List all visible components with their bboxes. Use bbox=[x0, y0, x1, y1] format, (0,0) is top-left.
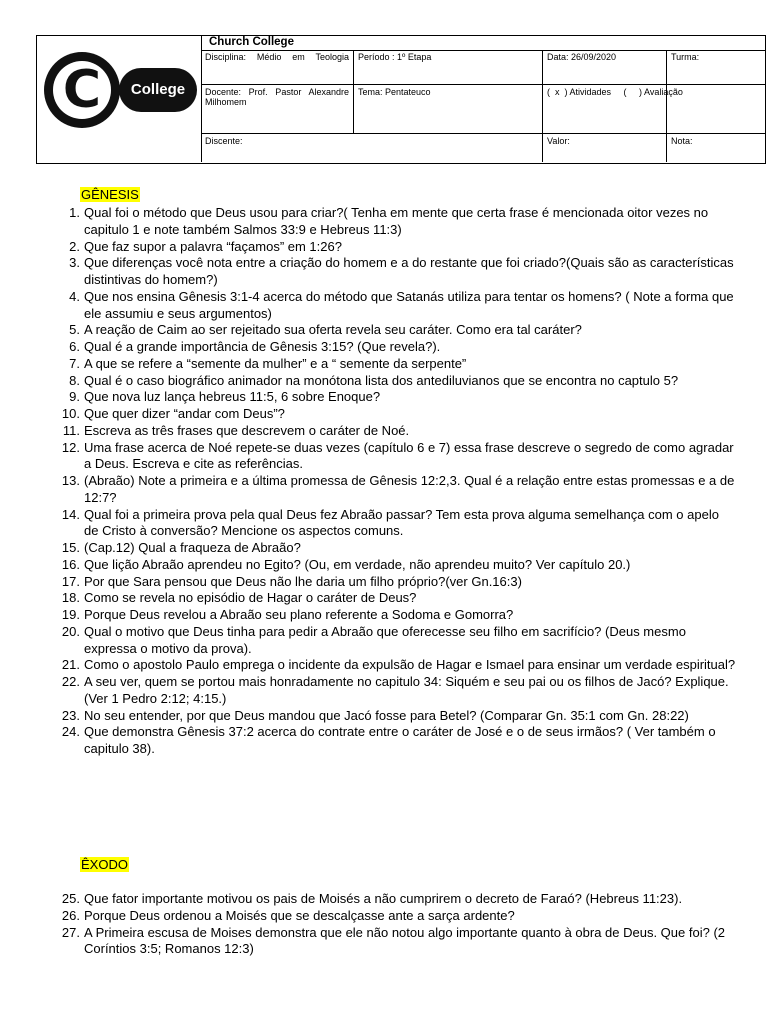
question-text: Qual o motivo que Deus tinha para pedir a Abraão que oferecesse seu filho em sacrifício? (Deus mesmo expressa o motivo da prova). bbox=[84, 623, 686, 656]
periodo-field: Período : 1º Etapa bbox=[358, 52, 432, 62]
question-item bbox=[56, 574, 736, 591]
question-item bbox=[56, 423, 736, 440]
question-text: (Abraão) Note a primeira e a última promessa de Gênesis 12:2,3. Qual é a relação entre estas promessas e a de 12:7? bbox=[84, 473, 735, 505]
question-text: Qual foi o método que Deus usou para criar?( Tenha em mente que certa frase é mencionada oitor vezes no capitulo 1 e note também Salmos 33:9 e Hebreus 11:3) bbox=[84, 205, 709, 237]
question-item bbox=[56, 674, 736, 708]
question-item bbox=[56, 590, 736, 607]
question-text: Porque Deus revelou a Abraão seu plano referente a Sodoma e Gomorra? bbox=[84, 607, 514, 622]
question-number: 20. bbox=[61, 623, 80, 639]
header-table bbox=[36, 35, 766, 164]
question-number: 18. bbox=[61, 590, 80, 606]
question-number: 6. bbox=[69, 339, 80, 354]
question-text: Que fator importante motivou os pais de Moisés a não cumprirem o decreto de Faraó? (Hebreus 11:23). bbox=[84, 891, 683, 906]
question-item bbox=[56, 925, 736, 959]
question-number: 9. bbox=[69, 389, 80, 405]
docente-field: Docente: Prof. Pastor Alexandre Milhomem bbox=[205, 87, 349, 107]
turma-field: Turma: bbox=[671, 52, 700, 62]
question-item bbox=[56, 473, 736, 507]
question-item bbox=[56, 440, 736, 474]
activity-type-checkboxes: ( x ) Atividades ( ) Avaliação bbox=[547, 87, 683, 97]
question-text: Que diferenças você nota entre a criação do homem e a do restante que foi criado?(Quais são as características distintivas do homem?) bbox=[84, 255, 734, 287]
question-item bbox=[56, 255, 736, 289]
nota-field: Nota: bbox=[671, 136, 693, 146]
question-item bbox=[56, 507, 736, 541]
question-text: Uma frase acerca de Noé repete-se duas vezes (capítulo 6 e 7) essa frase descreve o segredo de como agradar a Deus. Escreva e cite as referências. bbox=[84, 439, 734, 472]
valor-field: Valor: bbox=[547, 136, 570, 146]
data-field: Data: 26/09/2020 bbox=[547, 52, 617, 62]
question-text: Que lição Abraão aprendeu no Egito? (Ou, em verdade, não aprendeu muito? Ver capítulo 20.) bbox=[84, 556, 631, 572]
question-text: A que se refere a “semente da mulher” e a “ semente da serpente” bbox=[84, 355, 467, 371]
question-number: 10. bbox=[61, 406, 80, 421]
question-text: No seu entender, por que Deus mandou que Jacó fosse para Betel? (Comparar Gn. 35:1 com Gn. 28:22) bbox=[84, 707, 689, 723]
question-number: 23. bbox=[61, 707, 80, 723]
question-item bbox=[56, 239, 736, 256]
question-number: 14. bbox=[61, 506, 80, 522]
question-item bbox=[56, 373, 736, 390]
question-text: (Cap.12) Qual a fraqueza de Abraão? bbox=[84, 540, 301, 555]
question-text: Que demonstra Gênesis 37:2 acerca do contrate entre o caráter de José e o de seus irmãos? ( Ver também o capitulo 38). bbox=[84, 724, 716, 756]
question-text: Que faz supor a palavra “façamos” em 1:26? bbox=[84, 238, 342, 254]
question-number: 19. bbox=[61, 607, 80, 622]
question-number: 2. bbox=[69, 238, 80, 254]
question-text: Por que Sara pensou que Deus não lhe daria um filho próprio?(ver Gn.16:3) bbox=[84, 573, 522, 589]
question-item bbox=[56, 339, 736, 356]
institution-name: Church College bbox=[209, 36, 294, 48]
question-number: 5. bbox=[69, 322, 80, 338]
question-text: A Primeira escusa de Moises demonstra que ele não notou algo importante quanto à obra de Deus. Que foi? (2 Coríntios 3:5; Romanos 12:3) bbox=[84, 924, 725, 957]
exodo-question-list bbox=[56, 891, 736, 958]
question-text: Que nova luz lança hebreus 11:5, 6 sobre Enoque? bbox=[84, 389, 381, 405]
question-item bbox=[56, 205, 736, 239]
question-text: A seu ver, quem se portou mais honradamente no capitulo 34: Siquém e seu pai ou os filhos de Jacó? Explique. (Ver 1 Pedro 2:12; 4:15.) bbox=[84, 674, 729, 706]
question-item bbox=[56, 540, 736, 557]
question-item bbox=[56, 389, 736, 406]
question-item bbox=[56, 356, 736, 373]
question-number: 27. bbox=[61, 924, 80, 940]
question-number: 12. bbox=[61, 439, 80, 455]
question-text: Qual é o caso biográfico animador na monótona lista dos antediluvianos que se encontra no captulo 5? bbox=[84, 372, 679, 388]
question-item bbox=[56, 557, 736, 574]
question-text: Porque Deus ordenou a Moisés que se descalçasse ante a sarça ardente? bbox=[84, 907, 515, 923]
question-number: 11. bbox=[62, 422, 80, 438]
logo-wordmark: College bbox=[119, 68, 197, 112]
question-text: A reação de Caim ao ser rejeitado sua oferta revela seu caráter. Como era tal caráter? bbox=[84, 322, 582, 338]
question-number: 8. bbox=[69, 372, 80, 388]
question-text: Escreva as três frases que descrevem o caráter de Noé. bbox=[84, 422, 410, 438]
question-number: 26. bbox=[61, 907, 80, 923]
question-number: 7. bbox=[69, 355, 80, 371]
question-number: 22. bbox=[61, 674, 80, 689]
question-item bbox=[56, 322, 736, 339]
question-number: 17. bbox=[61, 573, 80, 589]
section-heading-exodo: ÊXODO bbox=[81, 857, 128, 872]
question-text: Qual foi a primeira prova pela qual Deus fez Abraão passar? Tem esta prova alguma semelhança com o apelo de Cristo à conversão? Mencione os aspectos comuns. bbox=[84, 506, 719, 539]
section-heading-genesis: GÊNESIS bbox=[81, 187, 139, 202]
question-item bbox=[56, 289, 736, 323]
question-item bbox=[56, 406, 736, 423]
genesis-question-list bbox=[56, 205, 736, 758]
question-item bbox=[56, 891, 736, 908]
question-item bbox=[56, 708, 736, 725]
question-number: 16. bbox=[61, 556, 80, 572]
question-text: Que quer dizer “andar com Deus”? bbox=[84, 406, 285, 421]
question-item bbox=[56, 908, 736, 925]
question-text: Como o apostolo Paulo emprega o incidente da expulsão de Hagar e Ismael para ensinar um verdade espiritual? bbox=[84, 657, 736, 673]
question-number: 21. bbox=[61, 657, 80, 673]
question-item bbox=[56, 607, 736, 624]
question-text: Como se revela no episódio de Hagar o caráter de Deus? bbox=[84, 590, 417, 606]
question-number: 1. bbox=[69, 205, 80, 220]
question-item bbox=[56, 657, 736, 674]
question-item bbox=[56, 724, 736, 758]
discente-field: Discente: bbox=[205, 136, 243, 146]
question-number: 24. bbox=[61, 724, 80, 740]
question-number: 25. bbox=[61, 891, 80, 906]
college-logo bbox=[37, 36, 202, 162]
question-number: 15. bbox=[61, 540, 80, 555]
question-item bbox=[56, 624, 736, 658]
disciplina-field: Disciplina: Médio em Teologia bbox=[205, 52, 349, 62]
question-number: 4. bbox=[69, 288, 80, 304]
tema-field: Tema: Pentateuco bbox=[358, 87, 431, 97]
question-number: 13. bbox=[61, 473, 80, 488]
question-text: Que nos ensina Gênesis 3:1-4 acerca do método que Satanás utiliza para tentar os homens? ( Note a forma que ele assumiu e seus argumentos) bbox=[84, 288, 734, 321]
logo-c-icon: C bbox=[44, 52, 120, 128]
question-number: 3. bbox=[69, 255, 80, 271]
question-text: Qual é a grande importância de Gênesis 3:15? (Que revela?). bbox=[84, 339, 441, 354]
